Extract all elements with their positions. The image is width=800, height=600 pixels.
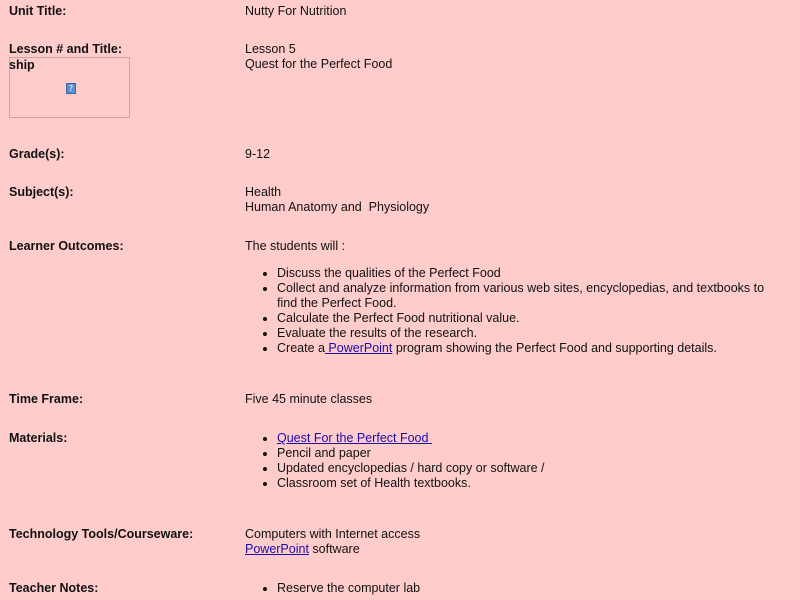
list-item: Collect and analyze information from various web sites, encyclopedias, and textbooks to find the Perfect Food. [277, 281, 787, 311]
list-item: Classroom set of Health textbooks. [277, 476, 787, 491]
timeframe-value: Five 45 minute classes [245, 392, 373, 406]
list-item [277, 431, 787, 446]
powerpoint-link[interactable]: PowerPoint [245, 542, 309, 556]
lesson-value [245, 42, 392, 72]
lesson-number: Lesson 5 [245, 42, 296, 56]
list-item: Evaluate the results of the research. [277, 326, 787, 341]
list-item-text: Create a [277, 341, 325, 355]
materials-label: Materials: [9, 431, 68, 445]
lesson-title: Quest for the Perfect Food [245, 57, 393, 71]
tech-value [245, 527, 420, 557]
subjects-label: Subject(s): [9, 185, 74, 199]
subjects-value [245, 185, 429, 215]
broken-image-icon: ? [66, 83, 76, 94]
lesson-label: Lesson # and Title: [9, 42, 122, 56]
list-item: Pencil and paper [277, 446, 787, 461]
list-item: Updated encyclopedias / hard copy or software / [277, 461, 787, 476]
tech-suffix: software [308, 542, 360, 556]
powerpoint-link[interactable]: PowerPoint [324, 341, 393, 355]
teacher-notes-label: Teacher Notes: [9, 581, 99, 595]
subject-item: Human Anatomy and Physiology [245, 200, 430, 214]
outcomes-list [277, 266, 787, 356]
tech-line [245, 542, 420, 557]
list-item: Discuss the qualities of the Perfect Food [277, 266, 787, 281]
image-alt-text: ship [9, 58, 35, 72]
materials-list [277, 431, 787, 491]
tech-line: Computers with Internet access [245, 527, 421, 541]
subject-item: Health [245, 185, 282, 199]
list-item-text: program showing the Perfect Food and supporting details. [392, 341, 717, 355]
tech-label: Technology Tools/Courseware: [9, 527, 194, 541]
outcomes-label: Learner Outcomes: [9, 239, 124, 253]
grades-value: 9-12 [245, 147, 271, 161]
list-item: Reserve the computer lab [277, 581, 787, 596]
timeframe-label: Time Frame: [9, 392, 84, 406]
list-item [277, 341, 787, 356]
teacher-notes-list [277, 581, 787, 596]
list-item: Calculate the Perfect Food nutritional value. [277, 311, 787, 326]
outcomes-intro: The students will : [245, 239, 346, 253]
unit-title-value: Nutty For Nutrition [245, 4, 347, 18]
unit-title-label: Unit Title: [9, 4, 67, 18]
quest-link[interactable]: Quest For the Perfect Food [277, 431, 432, 445]
grades-label: Grade(s): [9, 147, 65, 161]
